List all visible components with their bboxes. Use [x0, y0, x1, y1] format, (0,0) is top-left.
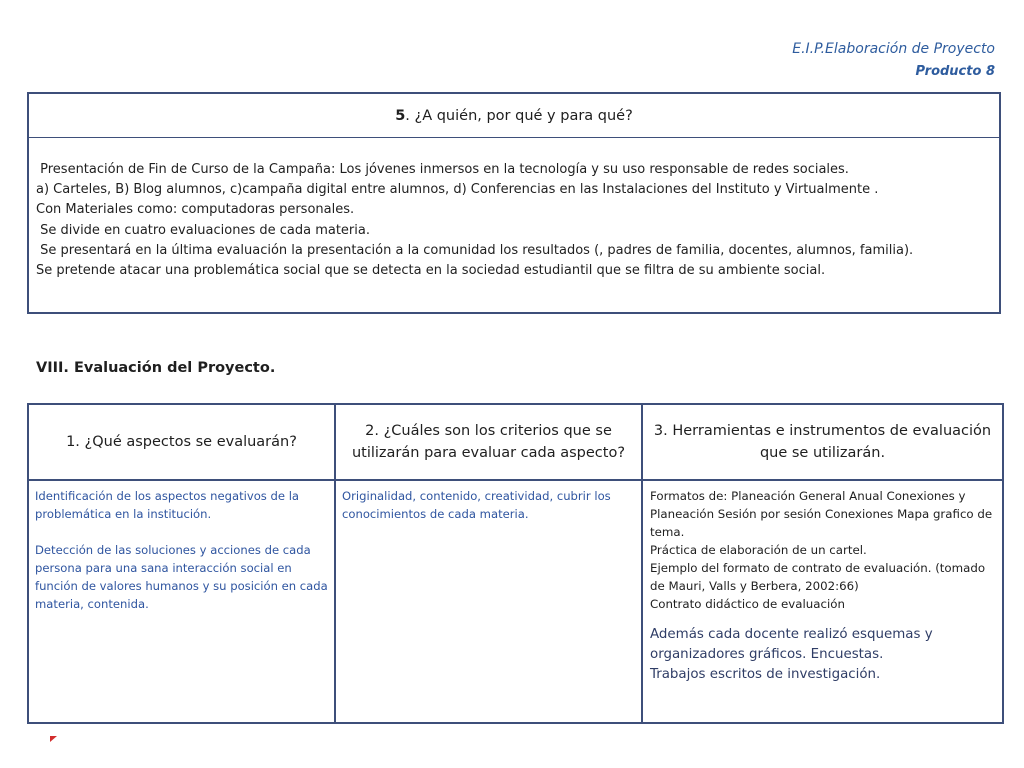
table-header-cell: 2. ¿Cuáles son los criterios que se utilizarán para evaluar cada aspecto? [335, 404, 642, 480]
table-row [28, 480, 1003, 723]
tools-paragraph: Formatos de: Planeación General Anual Conexiones y Planeación Sesión por sesión Conexiones Mapa grafico de tema. [650, 489, 993, 539]
aspect-paragraph: Identificación de los aspectos negativos de la problemática en la institución. [35, 489, 300, 521]
body-line: Se presentará en la última evaluación la presentación a la comunidad los resultados (, padres de familia, docentes, alumnos, familia). [36, 242, 914, 258]
question-text: . ¿A quién, por qué y para qué? [405, 107, 633, 124]
body-line: Se pretende atacar una problemática social que se detecta en la sociedad estudiantil que se filtra de su ambiente social. [36, 263, 826, 279]
question-number: 5 [395, 107, 406, 124]
tools-paragraph: Además cada docente realizó esquemas y organizadores gráficos. Encuestas. [650, 627, 933, 662]
aspects-cell [28, 480, 335, 723]
body-line: Con Materiales como: computadoras personales. [36, 202, 355, 218]
tools-cell [642, 480, 1003, 723]
document-header-product: Producto 8 [915, 64, 995, 79]
question-box [27, 92, 1001, 314]
document-header-title: E.I.P.Elaboración de Proyecto [792, 41, 995, 57]
criteria-paragraph: Originalidad, contenido, creatividad, cubrir los conocimientos de cada materia. [342, 489, 611, 521]
body-line: a) Carteles, B) Blog alumnos, c)campaña digital entre alumnos, d) Conferencias en las Instalaciones del Instituto y Virtualmente . [36, 182, 879, 198]
evaluation-table [27, 403, 1004, 724]
tools-paragraph: Trabajos escritos de investigación. [650, 667, 881, 682]
question-box-body [29, 138, 999, 281]
table-header-row [28, 404, 1003, 480]
criteria-cell [335, 480, 642, 723]
section-title: VIII. Evaluación del Proyecto. [36, 360, 276, 376]
question-box-title [29, 94, 999, 138]
table-header-cell: 3. Herramientas e instrumentos de evaluación que se utilizarán. [642, 404, 1003, 480]
corner-mark-icon [50, 736, 57, 742]
tools-paragraph: Ejemplo del formato de contrato de evaluación. (tomado de Mauri, Valls y Berbera, 2002:66) [650, 561, 986, 593]
body-line: Se divide en cuatro evaluaciones de cada materia. [36, 222, 370, 238]
tools-paragraph: Contrato didáctico de evaluación [650, 597, 845, 611]
tools-paragraph: Práctica de elaboración de un cartel. [650, 543, 867, 557]
table-header-cell: 1. ¿Qué aspectos se evaluarán? [28, 404, 335, 480]
body-line: Presentación de Fin de Curso de la Campaña: Los jóvenes inmersos en la tecnología y su uso responsable de redes sociales. [36, 162, 849, 177]
aspect-paragraph: Detección de las soluciones y acciones de cada persona para una sana interacción social en función de valores humanos y su posición en cada materia, contenida. [35, 543, 328, 611]
